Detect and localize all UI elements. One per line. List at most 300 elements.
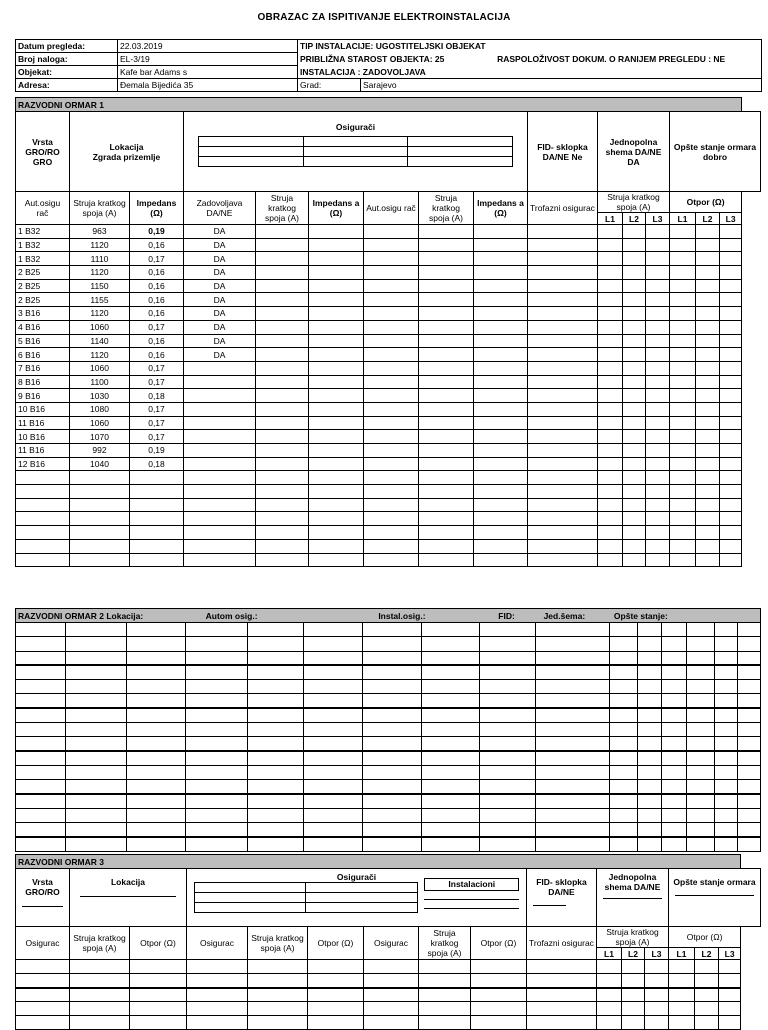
empty-cell: [687, 808, 714, 822]
empty-cell: [419, 471, 474, 485]
ormar3-osiguraci-grid: [194, 882, 418, 913]
empty-cell: [696, 293, 720, 307]
ormar3-fid: FID- sklopka DA/NE: [536, 877, 587, 897]
empty-cell: [419, 539, 474, 553]
empty-cell: [256, 307, 309, 321]
empty-cell: [696, 238, 720, 252]
table-row: [16, 526, 761, 540]
empty-cell: [661, 780, 686, 794]
empty-cell: [670, 238, 696, 252]
empty-cell: [421, 780, 479, 794]
empty-cell: [419, 512, 474, 526]
empty-cell: [610, 623, 637, 637]
empty-cell: [687, 794, 714, 808]
empty-cell: [65, 794, 126, 808]
empty-cell: [661, 823, 686, 837]
impedans-cell: [130, 526, 184, 540]
empty-cell: [661, 737, 686, 751]
empty-cell: [419, 402, 474, 416]
empty-cell: [623, 334, 646, 348]
o3-col-struja-2: Struja kratkog spoja (A): [248, 927, 308, 960]
table-row: [16, 988, 761, 1002]
empty-cell: [610, 708, 637, 722]
impedans-cell: 0,18: [130, 389, 184, 403]
empty-cell: [645, 974, 669, 988]
zadovoljava-cell: [184, 553, 256, 567]
empty-cell: [303, 637, 362, 651]
empty-cell: [670, 512, 696, 526]
ormar1-table: [15, 97, 761, 567]
empty-cell: [536, 708, 610, 722]
empty-cell: [247, 837, 303, 851]
table-row: [16, 837, 761, 851]
empty-cell: [528, 526, 598, 540]
impedans-cell: 0,16: [130, 334, 184, 348]
struja-cell: 1060: [70, 416, 130, 430]
l3-label: L3: [646, 213, 670, 225]
empty-cell: [536, 823, 610, 837]
empty-cell: [309, 498, 364, 512]
empty-cell: [185, 680, 247, 694]
empty-cell: [536, 623, 610, 637]
col-aut-osigurac: Aut.osigu rač: [16, 192, 70, 225]
empty-cell: [16, 1002, 70, 1016]
empty-cell: [696, 389, 720, 403]
table-row: [16, 765, 761, 779]
empty-cell: [622, 974, 645, 988]
empty-cell: [637, 823, 661, 837]
empty-cell: [364, 444, 419, 458]
aut-osigurac-cell: 7 B16: [16, 361, 70, 375]
empty-cell: [696, 457, 720, 471]
empty-cell: [303, 737, 362, 751]
impedans-cell: [130, 512, 184, 526]
zadovoljava-cell: [184, 430, 256, 444]
table-row: [16, 1016, 761, 1030]
empty-cell: [687, 780, 714, 794]
empty-cell: [474, 444, 528, 458]
osiguraci-cell: [184, 112, 528, 192]
table-row: [16, 402, 761, 416]
empty-cell: [187, 960, 248, 974]
empty-cell: [16, 680, 66, 694]
ormar3-rows: [16, 960, 761, 1030]
empty-cell: [670, 293, 696, 307]
l1-label: L1: [670, 213, 696, 225]
empty-cell: [474, 334, 528, 348]
empty-cell: [623, 375, 646, 389]
empty-cell: [646, 320, 670, 334]
impedans-cell: 0,19: [130, 225, 184, 239]
empty-cell: [720, 320, 742, 334]
empty-cell: [65, 780, 126, 794]
empty-cell: [362, 694, 421, 708]
empty-cell: [637, 637, 661, 651]
empty-cell: [471, 988, 527, 1002]
empty-cell: [536, 808, 610, 822]
vrsta-underline: [22, 906, 63, 907]
empty-cell: [16, 623, 66, 637]
empty-cell: [714, 694, 737, 708]
zadovoljava-cell: [184, 444, 256, 458]
struja-cell: [70, 512, 130, 526]
l1-label: L1: [598, 213, 623, 225]
zadovoljava-cell: [184, 402, 256, 416]
empty-cell: [309, 279, 364, 293]
aut-osigurac-cell: 1 B32: [16, 238, 70, 252]
ormar1-rows: [16, 225, 761, 567]
empty-cell: [362, 708, 421, 722]
empty-cell: [421, 680, 479, 694]
empty-cell: [687, 737, 714, 751]
empty-cell: [528, 279, 598, 293]
empty-cell: [303, 651, 362, 665]
zadovoljava-cell: DA: [184, 293, 256, 307]
empty-cell: [16, 737, 66, 751]
empty-cell: [364, 375, 419, 389]
empty-cell: [670, 457, 696, 471]
empty-cell: [474, 293, 528, 307]
empty-cell: [714, 623, 737, 637]
empty-cell: [309, 553, 364, 567]
ormar2-jed-sema: Jed.šema:: [543, 610, 586, 621]
zadovoljava-cell: [184, 389, 256, 403]
empty-cell: [637, 680, 661, 694]
empty-cell: [362, 637, 421, 651]
empty-cell: [419, 375, 474, 389]
table-row: [16, 823, 761, 837]
aut-osigurac-cell: [16, 512, 70, 526]
empty-cell: [528, 553, 598, 567]
empty-cell: [714, 665, 737, 679]
empty-cell: [364, 512, 419, 526]
table-row: [16, 375, 761, 389]
empty-cell: [696, 279, 720, 293]
empty-cell: [126, 751, 185, 765]
empty-cell: [536, 737, 610, 751]
empty-cell: [610, 837, 637, 851]
table-row: [16, 430, 761, 444]
empty-cell: [637, 780, 661, 794]
impedans-cell: 0,16: [130, 307, 184, 321]
empty-cell: [646, 307, 670, 321]
empty-cell: [247, 823, 303, 837]
empty-cell: [610, 780, 637, 794]
empty-cell: [256, 553, 309, 567]
empty-cell: [696, 320, 720, 334]
empty-cell: [714, 794, 737, 808]
empty-cell: [474, 225, 528, 239]
empty-cell: [646, 361, 670, 375]
empty-cell: [661, 651, 686, 665]
table-row: [16, 361, 761, 375]
empty-cell: [714, 780, 737, 794]
empty-cell: [419, 334, 474, 348]
empty-cell: [308, 1016, 364, 1030]
empty-cell: [720, 512, 742, 526]
aut-osigurac-cell: 1 B32: [16, 225, 70, 239]
empty-cell: [303, 680, 362, 694]
aut-osigurac-cell: [16, 485, 70, 499]
ormar2-fid: FID:: [498, 610, 515, 621]
col-zadovoljava: Zadovoljava DA/NE: [184, 192, 256, 225]
empty-cell: [610, 794, 637, 808]
empty-cell: [256, 252, 309, 266]
empty-cell: [479, 680, 536, 694]
empty-cell: [16, 708, 66, 722]
impedans-cell: 0,17: [130, 252, 184, 266]
empty-cell: [623, 471, 646, 485]
empty-cell: [247, 780, 303, 794]
empty-cell: [65, 751, 126, 765]
empty-cell: [474, 512, 528, 526]
empty-cell: [720, 279, 742, 293]
empty-cell: [598, 416, 623, 430]
empty-cell: [126, 637, 185, 651]
empty-cell: [637, 665, 661, 679]
empty-cell: [256, 361, 309, 375]
table-row: [16, 389, 761, 403]
empty-cell: [479, 751, 536, 765]
empty-cell: [637, 723, 661, 737]
table-row: [16, 974, 761, 988]
o3-l1-label: L1: [669, 948, 695, 960]
empty-cell: [637, 808, 661, 822]
empty-cell: [720, 430, 742, 444]
empty-cell: [421, 794, 479, 808]
empty-cell: [364, 307, 419, 321]
struja-cell: [70, 526, 130, 540]
empty-cell: [623, 526, 646, 540]
table-row: [16, 225, 761, 239]
empty-cell: [479, 708, 536, 722]
empty-cell: [645, 988, 669, 1002]
empty-cell: [623, 307, 646, 321]
empty-cell: [737, 794, 760, 808]
empty-cell: [247, 651, 303, 665]
empty-cell: [126, 651, 185, 665]
empty-cell: [720, 416, 742, 430]
empty-cell: [737, 708, 760, 722]
zadovoljava-cell: DA: [184, 279, 256, 293]
empty-cell: [646, 293, 670, 307]
o3-l3-label: L3: [719, 948, 741, 960]
empty-cell: [670, 430, 696, 444]
document-title: OBRAZAC ZA ISPITIVANJE ELEKTROINSTALACIJA: [257, 12, 511, 23]
table-row: [16, 651, 761, 665]
empty-cell: [479, 737, 536, 751]
empty-cell: [528, 225, 598, 239]
empty-cell: [623, 539, 646, 553]
empty-cell: [646, 485, 670, 499]
empty-cell: [419, 498, 474, 512]
empty-cell: [474, 252, 528, 266]
empty-cell: [419, 225, 474, 239]
empty-cell: [419, 293, 474, 307]
table-row: [16, 252, 761, 266]
empty-cell: [421, 637, 479, 651]
struja-cell: 992: [70, 444, 130, 458]
empty-cell: [623, 553, 646, 567]
table-row: [16, 623, 761, 637]
opste-stanje: Opšte stanje ormara dobro: [670, 112, 761, 192]
empty-cell: [737, 808, 760, 822]
impedans-cell: 0,16: [130, 279, 184, 293]
col-otpor: Otpor (Ω): [670, 192, 742, 213]
empty-cell: [364, 416, 419, 430]
empty-cell: [185, 808, 247, 822]
ormar3-jednopolna-cell: [597, 869, 669, 927]
empty-cell: [720, 266, 742, 280]
empty-cell: [479, 837, 536, 851]
empty-cell: [479, 665, 536, 679]
empty-cell: [248, 1016, 308, 1030]
empty-cell: [474, 348, 528, 362]
empty-cell: [720, 225, 742, 239]
empty-cell: [646, 512, 670, 526]
empty-cell: [670, 471, 696, 485]
empty-cell: [670, 485, 696, 499]
empty-cell: [364, 485, 419, 499]
impedans-cell: 0,19: [130, 444, 184, 458]
empty-cell: [364, 402, 419, 416]
ormar3-section-title: RAZVODNI ORMAR 3: [16, 855, 741, 869]
empty-cell: [696, 498, 720, 512]
empty-cell: [695, 974, 719, 988]
empty-cell: [737, 651, 760, 665]
lokacija-label: Lokacija: [109, 141, 144, 152]
empty-cell: [185, 723, 247, 737]
instalacioni-label: Instalacioni: [424, 878, 519, 891]
empty-cell: [364, 457, 419, 471]
empty-cell: [303, 794, 362, 808]
empty-cell: [126, 623, 185, 637]
empty-cell: [16, 823, 66, 837]
empty-cell: [256, 430, 309, 444]
empty-cell: [598, 553, 623, 567]
empty-cell: [646, 471, 670, 485]
empty-cell: [720, 402, 742, 416]
empty-cell: [65, 823, 126, 837]
empty-cell: [309, 471, 364, 485]
header-table: [15, 39, 762, 92]
empty-cell: [696, 539, 720, 553]
o3-col-struja-3: Struja kratkog spoja (A): [419, 927, 471, 960]
empty-cell: [303, 694, 362, 708]
stanje-underline: [675, 895, 754, 896]
empty-cell: [362, 665, 421, 679]
empty-cell: [256, 238, 309, 252]
empty-cell: [247, 623, 303, 637]
impedans-cell: 0,17: [130, 361, 184, 375]
aut-osigurac-cell: [16, 553, 70, 567]
empty-cell: [719, 1002, 741, 1016]
impedans-cell: 0,17: [130, 320, 184, 334]
empty-cell: [598, 539, 623, 553]
empty-cell: [474, 238, 528, 252]
empty-cell: [362, 780, 421, 794]
empty-cell: [364, 988, 419, 1002]
empty-cell: [419, 974, 471, 988]
empty-cell: [247, 694, 303, 708]
empty-cell: [661, 665, 686, 679]
empty-cell: [308, 988, 364, 1002]
empty-cell: [474, 553, 528, 567]
empty-cell: [126, 837, 185, 851]
table-row: [16, 293, 761, 307]
empty-cell: [479, 765, 536, 779]
zadovoljava-cell: DA: [184, 225, 256, 239]
empty-cell: [256, 293, 309, 307]
empty-cell: [696, 553, 720, 567]
empty-cell: [16, 665, 66, 679]
empty-cell: [687, 837, 714, 851]
empty-cell: [527, 960, 597, 974]
struja-cell: 1120: [70, 238, 130, 252]
empty-cell: [474, 307, 528, 321]
table-row: [16, 1002, 761, 1016]
empty-cell: [737, 765, 760, 779]
fid-sklopka: FID- sklopka DA/NE Ne: [528, 112, 598, 192]
table-row: [16, 751, 761, 765]
ormar3-stanje: Opšte stanje ormara: [673, 877, 756, 887]
impedans-cell: 0,16: [130, 238, 184, 252]
o3-l2-label: L2: [695, 948, 719, 960]
empty-cell: [695, 1002, 719, 1016]
empty-cell: [687, 723, 714, 737]
empty-cell: [623, 416, 646, 430]
instalacioni-line-1: [424, 891, 519, 900]
empty-cell: [598, 307, 623, 321]
empty-cell: [309, 293, 364, 307]
empty-cell: [65, 651, 126, 665]
empty-cell: [187, 1016, 248, 1030]
empty-cell: [646, 416, 670, 430]
empty-cell: [309, 485, 364, 499]
empty-cell: [610, 737, 637, 751]
aut-osigurac-cell: [16, 526, 70, 540]
empty-cell: [247, 737, 303, 751]
empty-cell: [646, 553, 670, 567]
table-row: [16, 780, 761, 794]
empty-cell: [536, 665, 610, 679]
empty-cell: [714, 751, 737, 765]
empty-cell: [714, 723, 737, 737]
starost-objekta: PRIBLIŽNA STAROST OBJEKTA: 25: [300, 54, 445, 64]
empty-cell: [661, 623, 686, 637]
empty-cell: [610, 665, 637, 679]
empty-cell: [720, 444, 742, 458]
empty-cell: [623, 320, 646, 334]
aut-osigurac-cell: [16, 471, 70, 485]
table-row: [16, 539, 761, 553]
empty-cell: [661, 694, 686, 708]
empty-cell: [646, 279, 670, 293]
empty-cell: [714, 737, 737, 751]
empty-cell: [247, 708, 303, 722]
empty-cell: [597, 1016, 622, 1030]
empty-cell: [364, 1016, 419, 1030]
empty-cell: [70, 960, 130, 974]
empty-cell: [309, 348, 364, 362]
aut-osigurac-cell: 10 B16: [16, 430, 70, 444]
empty-cell: [670, 444, 696, 458]
empty-cell: [126, 794, 185, 808]
empty-cell: [303, 837, 362, 851]
ormar2-section-title: RAZVODNI ORMAR 2: [18, 610, 104, 621]
empty-cell: [364, 266, 419, 280]
struja-cell: 1120: [70, 348, 130, 362]
